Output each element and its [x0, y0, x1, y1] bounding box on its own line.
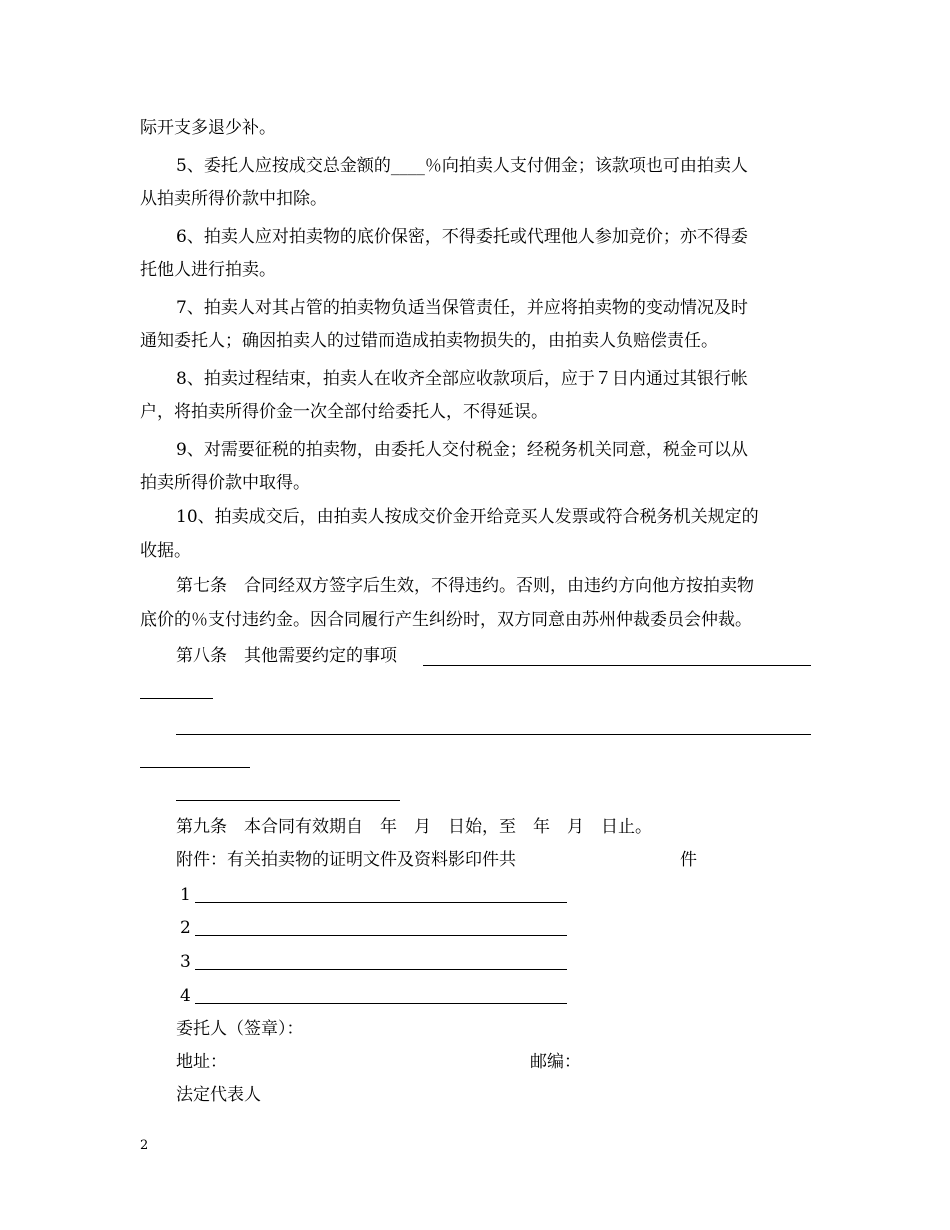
article-9: 第九条 本合同有效期自 年 月 日始，至 年 月 日止。 — [176, 817, 652, 837]
clause-6: 6、拍卖人应对拍卖物的底价保密，不得委托或代理他人参加竞价；亦不得委 — [176, 227, 748, 247]
attachment-item-number: 4 — [180, 986, 191, 1006]
clause-10: 10、拍卖成交后，由拍卖人按成交价金开给竞买人发票或符合税务机关规定的 — [176, 507, 759, 527]
blank-line — [176, 734, 811, 735]
clause-9: 9、对需要征税的拍卖物，由委托人交付税金；经税务机关同意，税金可以从 — [176, 440, 748, 460]
blank-line — [195, 1003, 567, 1004]
text-line: 际开支多退少补。 — [140, 118, 276, 138]
text-line: 底价的％支付违约金。因合同履行产生纠纷时，双方同意由苏州仲裁委员会仲裁。 — [140, 610, 752, 630]
clause-5: 5、委托人应按成交总金额的____％向拍卖人支付佣金；该款项也可由拍卖人 — [176, 156, 748, 176]
page-number: 2 — [140, 1138, 149, 1153]
attachment-item-number: 3 — [180, 952, 191, 972]
legal-representative-label: 法定代表人 — [176, 1085, 261, 1105]
text-line: 收据。 — [140, 541, 191, 561]
article-7: 第七条 合同经双方签字后生效，不得违约。否则，由违约方向他方按拍卖物 — [176, 576, 754, 596]
blank-line — [195, 935, 567, 936]
attachment-item-number: 2 — [180, 918, 191, 938]
blank-line — [140, 698, 213, 699]
article-8: 第八条 其他需要约定的事项 — [176, 646, 397, 666]
clause-7: 7、拍卖人对其占管的拍卖物负适当保管责任，并应将拍卖物的变动情况及时 — [176, 298, 748, 318]
blank-line — [176, 800, 400, 801]
attachment-text: 附件：有关拍卖物的证明文件及资料影印件共 — [176, 850, 516, 870]
blank-line — [195, 969, 567, 970]
postcode-label: 邮编： — [530, 1052, 581, 1072]
text-line: 通知委托人；确因拍卖人的过错而造成拍卖物损失的，由拍卖人负赔偿责任。 — [140, 331, 718, 351]
blank-line — [423, 665, 811, 666]
blank-line — [195, 902, 567, 903]
address-label: 地址： — [176, 1052, 227, 1072]
text-line: 从拍卖所得价款中扣除。 — [140, 189, 327, 209]
blank-line — [140, 767, 250, 768]
text-line: 户，将拍卖所得价金一次全部付给委托人，不得延误。 — [140, 402, 548, 422]
attachment-unit: 件 — [680, 850, 697, 870]
principal-signature: 委托人（签章）： — [176, 1019, 304, 1039]
text-line: 拍卖所得价款中取得。 — [140, 473, 310, 493]
attachment-item-number: 1 — [180, 885, 191, 905]
text-line: 托他人进行拍卖。 — [140, 260, 276, 280]
clause-8: 8、拍卖过程结束，拍卖人在收齐全部应收款项后，应于７日内通过其银行帐 — [176, 369, 748, 389]
